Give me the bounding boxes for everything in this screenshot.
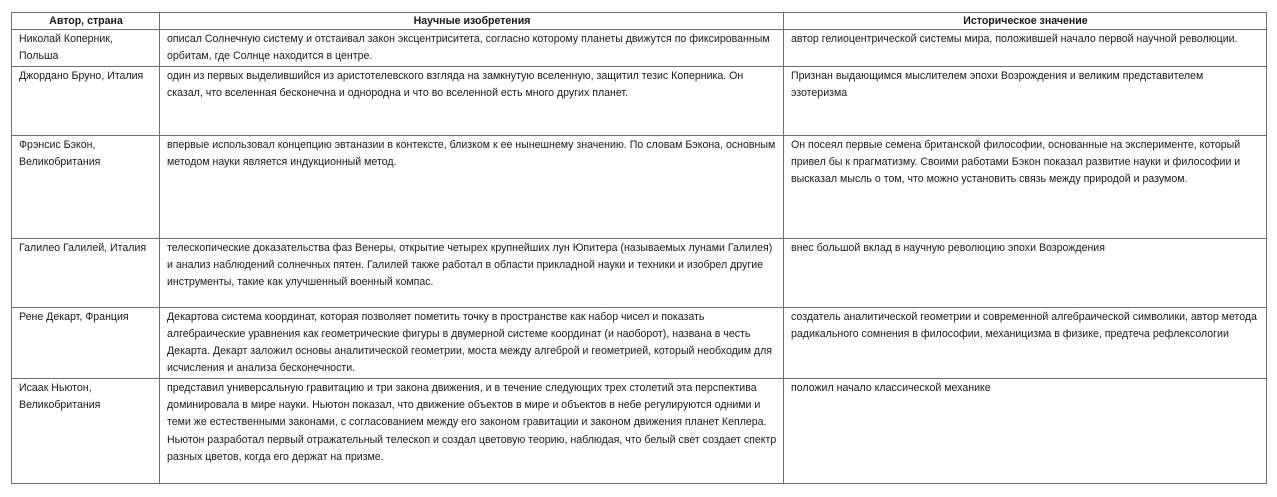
cell-significance: внес большой вклад в научную революцию эпохи Возрождения [784, 238, 1267, 307]
cell-inventions: один из первых выделившийся из аристотелевского взгляда на замкнутую вселенную, защитил тезис Коперника. Он сказал, что вселенная бесконечна и однородна и что во вселенной есть много других планет. [160, 66, 784, 135]
table-body [12, 30, 1267, 484]
table-row [12, 378, 1267, 483]
table-row [12, 238, 1267, 307]
cell-significance: Признан выдающимся мыслителем эпохи Возрождения и великим представителем эзотеризма [784, 66, 1267, 135]
cell-author: Фрэнсис Бэкон, Великобритания [12, 135, 160, 238]
cell-author: Николай Коперник, Польша [12, 30, 160, 67]
cell-inventions: Декартова система координат, которая позволяет пометить точку в пространстве как набор чисел и показать алгебраические уравнения как геометрические фигуры в двумерной системе координат (и наоборот), названа в честь Декарта. Декарт заложил основы аналитической геометрии, моста между алгеброй и геометрией, который необходим для исчисления и анализа бесконечности. [160, 307, 784, 378]
cell-author: Галилео Галилей, Италия [12, 238, 160, 307]
header-inventions: Научные изобретения [160, 13, 784, 30]
cell-author: Рене Декарт, Франция [12, 307, 160, 378]
cell-inventions: представил универсальную гравитацию и три закона движения, и в течение следующих трех столетий эта перспектива доминировала в мире науки. Ньютон показал, что движение объектов в мире и объектов в небе регулируются одними и теми же естественными законами, с согласованием между его законом гравитации и законом движения планет Кеплера. Ньютон разработал первый отражательный телескоп и создал цветовую теорию, наблюдая, что белый свет создает спектр разных цветов, когда его держат на призме. [160, 378, 784, 483]
table-row [12, 135, 1267, 238]
cell-author: Исаак Ньютон, Великобритания [12, 378, 160, 483]
scientists-table [11, 12, 1267, 484]
header-significance: Историческое значение [784, 13, 1267, 30]
cell-inventions: описал Солнечную систему и отстаивал закон эксцентриситета, согласно которому планеты движутся по фиксированным орбитам, где Солнце находится в центре. [160, 30, 784, 67]
cell-inventions: впервые использовал концепцию эвтаназии в контексте, близком к ее нынешнему значению. По словам Бэкона, основным методом науки является индукционный метод. [160, 135, 784, 238]
table-row [12, 307, 1267, 378]
cell-author: Джордано Бруно, Италия [12, 66, 160, 135]
cell-significance: создатель аналитической геометрии и современной алгебраической символики, автор метода радикального сомнения в философии, механицизма в физике, предтеча рефлексологии [784, 307, 1267, 378]
table-header [12, 13, 1267, 30]
cell-significance: автор гелиоцентрической системы мира, положившей начало первой научной революции. [784, 30, 1267, 67]
table-row [12, 66, 1267, 135]
header-row [12, 13, 1267, 30]
cell-inventions: телескопические доказательства фаз Венеры, открытие четырех крупнейших лун Юпитера (называемых лунами Галилея) и анализ наблюдений солнечных пятен. Галилей также работал в области прикладной науки и техники и изобрел другие инструменты, такие как улучшенный военный компас. [160, 238, 784, 307]
cell-significance: Он посеял первые семена британской философии, основанные на эксперименте, который привел бы к прагматизму. Своими работами Бэкон показал развитие науки и философии и высказал мысль о том, что можно установить связь между природой и разумом. [784, 135, 1267, 238]
table-row [12, 30, 1267, 67]
header-author: Автор, страна [12, 13, 160, 30]
cell-significance: положил начало классической механике [784, 378, 1267, 483]
document-page [11, 12, 1267, 484]
